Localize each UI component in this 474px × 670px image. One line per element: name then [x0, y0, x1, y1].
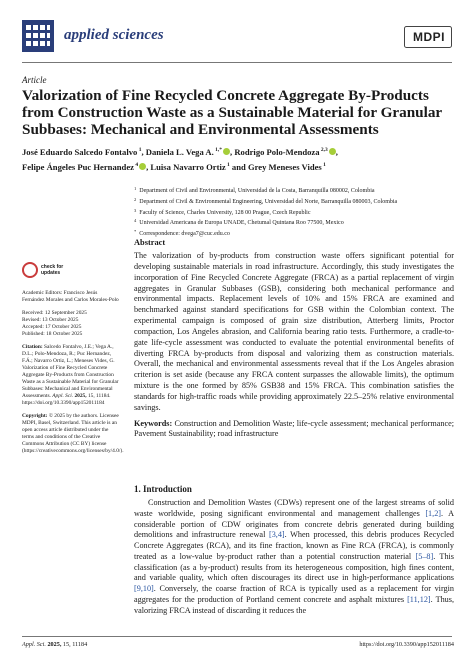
academic-editors — [22, 290, 120, 304]
publisher-name: MDPI — [413, 30, 445, 44]
author-separator: , — [335, 146, 338, 157]
affiliation-text: Faculty of Science, Charles University, 128 00 Prague, Czech Republic — [139, 209, 311, 216]
citation-text: Salcedo Fontalvo, J.E.; Vega A., D.L.; Polo-Mendoza, R.; Puc Hernandez, F.Á.; Navarro Ortiz, L.; Meneses Vides, G. Valorization of Fine Recycled Concrete Aggregate By-Products from Construction Waste as a Sustainable Material for Granular Subbases: Mechanical and Environmental Assessments. — [22, 344, 119, 399]
author-affiliation-mark: 1,* — [213, 147, 223, 153]
intro-text-3: . When processed, this debris produces Recycled Concrete Aggregates (RCA), and its fine fraction, known as Fine RCA (FRCA), is commonly treated as a low-value by-product rather than a potential construction material — [134, 530, 454, 561]
author-name[interactable]: Felipe Ángeles Puc Hernandez — [22, 161, 134, 172]
intro-text-1: Construction and Demolition Wastes (CDWs) represent one of the largest streams of solid waste worldwide, posing significant environmental and management challenges — [134, 498, 454, 518]
abstract-heading: Abstract — [134, 238, 166, 247]
article-title: Valorization of Fine Recycled Concrete Aggregate By-Products from Construction Waste as a Sustainable Material for Granular Subbases: Mechanical and Environmental Assessments — [22, 87, 442, 138]
keywords-text: Construction and Demolition Waste; life-cycle assessment; mechanical performance; Pavement Sustainability; road infrastructure — [134, 418, 455, 439]
affiliation-mark: 3 — [134, 207, 137, 213]
author-name[interactable]: Rodrigo Polo-Mendoza — [234, 146, 320, 157]
affiliation-item — [134, 196, 454, 207]
citation-year: 2025, — [74, 393, 87, 399]
footer-doi-link[interactable]: https://doi.org/10.3390/app152011184 — [359, 641, 454, 648]
check-for-updates-button[interactable] — [22, 260, 70, 284]
affiliation-item — [134, 207, 454, 218]
affiliation-text: Correspondence: dvega7@cuc.edu.co — [139, 231, 230, 238]
affiliation-item — [134, 185, 454, 196]
affiliation-mark: 4 — [134, 218, 137, 224]
author-affiliation-mark: 1 — [137, 147, 142, 153]
author-name[interactable]: Luisa Navarro Ortiz — [150, 161, 226, 172]
affiliation-text: Universidad Americana de Europa UNADE, Chetumal Quintana Roo 77500, Mexico — [139, 220, 344, 227]
author-affiliation-mark: 4 — [133, 161, 139, 168]
published-date: Published: 18 October 2025 — [22, 331, 83, 337]
introduction-text — [134, 498, 454, 616]
author-line-1 — [22, 144, 454, 159]
revised-date: Revised: 13 October 2025 — [22, 317, 79, 323]
keywords — [134, 419, 454, 441]
affiliation-mark: 2 — [134, 196, 137, 202]
affiliation-item — [134, 217, 454, 228]
article-type: Article — [22, 75, 47, 85]
author-separator: , — [141, 146, 146, 157]
author-name[interactable]: Daniela L. Vega A. — [145, 146, 214, 157]
citation-doi-link[interactable]: 15, 11184. https://doi.org/10.3390/app152011184 — [22, 393, 111, 406]
intro-text-2: . A considerable portion of CDW originates from concrete debris generated during building demolitions and infrastructure renewal — [134, 508, 454, 540]
orcid-icon[interactable] — [223, 148, 230, 155]
copyright-block — [22, 413, 124, 455]
journal-name[interactable]: applied sciences — [64, 27, 164, 43]
journal-header — [22, 18, 452, 58]
author-affiliation-mark: 2,3 — [319, 147, 328, 153]
copyright-label: Copyright: — [22, 413, 48, 419]
citation-link[interactable]: [11,12] — [407, 594, 431, 604]
introduction-heading: 1. Introduction — [134, 484, 192, 494]
header-divider — [22, 62, 452, 63]
keywords-label: Keywords: — [134, 418, 173, 428]
citation-link[interactable]: [9,10] — [134, 584, 154, 593]
footer-year: 2025, — [47, 641, 62, 648]
author-separator: , — [230, 146, 235, 157]
received-date: Received: 12 September 2025 — [22, 310, 87, 316]
affiliations — [134, 185, 454, 239]
author-affiliation-mark: 1 — [321, 161, 326, 168]
check-updates-icon — [22, 262, 38, 278]
footer-citation — [22, 641, 87, 648]
citation-journal: Appl. Sci. — [52, 393, 74, 399]
intro-text-5: . Conversely, the coarse fraction of RCA is typically used as a replacement for virgin aggregates for the production of Portland cement concrete and asphalt mixtures — [134, 584, 454, 604]
abstract-section — [134, 238, 454, 440]
author-name[interactable]: Grey Meneses Vides — [247, 161, 322, 172]
footer-volume: 15, 11184 — [62, 641, 88, 648]
editors-label: Academic Editors: — [22, 290, 63, 296]
author-separator: , — [146, 161, 151, 172]
citation-link[interactable]: [3,4] — [268, 530, 285, 540]
footer-divider — [22, 636, 452, 637]
author-affiliation-mark: 1 — [225, 161, 230, 168]
intro-text-4: . This classification (as a by-product) results from its heterogeneous composition, high fines content, and variable quality, which often discourages its direct use in high-performance applications — [134, 551, 454, 583]
journal-logo-icon — [22, 20, 54, 52]
affiliation-text: Department of Civil and Environmental, Universidad de la Costa, Barranquilla 080002, Colombia — [139, 188, 375, 194]
citation-label: Citation: — [22, 344, 43, 350]
citation-link[interactable]: [5–8] — [415, 551, 434, 561]
copyright-text: © 2025 by the authors. Licensee MDPI, Basel, Switzerland. This article is an open access article distributed under the terms and conditions of the Creative Commons Attribution (CC BY) license (https://creativecommons.org/licenses/by/4.0/). — [22, 413, 124, 454]
article-sidebar — [22, 260, 124, 455]
author-name[interactable]: José Eduardo Salcedo Fontalvo — [22, 146, 138, 157]
orcid-icon[interactable] — [329, 148, 336, 155]
affiliation-mark: * — [134, 229, 137, 235]
author-line-2 — [22, 159, 454, 174]
check-updates-label: check for updates — [41, 264, 64, 276]
citation-link[interactable]: [1,2] — [425, 508, 442, 518]
footer-journal: Appl. Sci. — [22, 641, 46, 648]
publication-dates — [22, 310, 120, 338]
affiliation-text: Department of Civil & Environmental Engineering, Universidad del Norte, Barranquilla 080003, Colombia — [139, 198, 398, 205]
affiliation-mark: 1 — [134, 186, 137, 191]
editors-names: Francisco Jesús Fernández Morales and Carlos Morales-Polo — [22, 290, 119, 303]
author-list — [22, 144, 454, 174]
citation-block — [22, 344, 120, 407]
intro-text-6: . Thus, valorizing FRCA instead of discarding it reduces the — [134, 594, 455, 615]
accepted-date: Accepted: 17 October 2025 — [22, 324, 82, 330]
abstract-text: The valorization of by-products from construction waste offers significant potential for developing sustainable materials in road infrastructure. Accordingly, this study investigates the incorporation of Fine Recycled Concrete Aggregate (FRCA) as a partial replacement of virgin aggregates in Granular Subbases (GSB), considering both mechanical performance and environmental impacts. Replacement levels of 10% and 15% FRCA are examined and benchmarked against standard specifications for GSB within the Colombian context. The experimental campaign is composed of grain size distribution, Atterberg limits, Proctor compaction, Los Angeles abrasion, and California bearing ratio tests. Furthermore, a cradle-to-gate life-cycle assessment was conducted to evaluate the potential environmental benefits of diverting FRCA by-products from disposal and valorizing them as construction materials. Overall, the mechanical and environmental assessments reveal that if the Los Angeles abrasion criterion is set aside (because any FRCA content surpasses the allowable limits), the optimum mixture is the one formed by 85% GSB38 and 15% FRCA. This combination satisfies the standards for high-traffic roads while providing approximately 22.5–25% relative environmental savings. — [134, 251, 454, 412]
author-separator: and — [229, 161, 248, 172]
